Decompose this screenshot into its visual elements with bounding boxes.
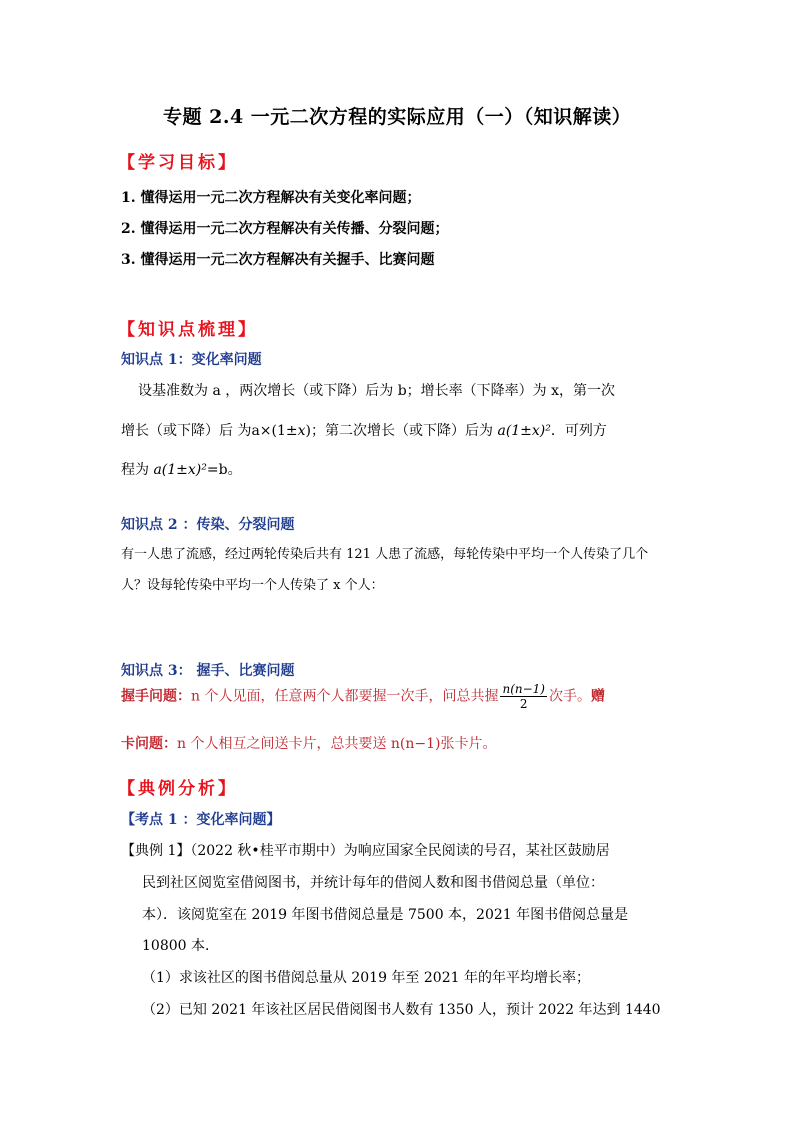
- kp2-title: 知识点 2 ：传染、分裂问题: [121, 517, 295, 533]
- card-line: 卡问题：n 个人相互之间送卡片，总共要送 n(n−1)张卡片。: [121, 736, 497, 752]
- example-1-question-1: （1）求该社区的图书借阅总量从 2019 年至 2021 年的年平均增长率；: [142, 970, 590, 986]
- goals-heading: 【学习目标】: [118, 153, 238, 173]
- kp2-line1: 有一人患了流感，经过两轮传染后共有 121 人患了流感，每轮传染中平均一个人传染了几个: [121, 547, 649, 562]
- knowledge-heading: 【知识点梳理】: [118, 320, 258, 340]
- handshake-fraction: $\frac{n(n-1)}{2}$: [502, 682, 545, 711]
- goal-item-2: 2. 懂得运用一元二次方程解决有关传播、分裂问题；: [121, 221, 449, 237]
- kp1-title: 知识点 1：变化率问题: [121, 352, 262, 368]
- kp1-line1: 设基准数为 a ，两次增长（或下降）后为 b；增长率（下降率）为 x，第一次: [138, 383, 616, 399]
- page-title: 专题 2.4 一元二次方程的实际应用（一）（知识解读）: [163, 106, 632, 128]
- example-1-line1: 【典例 1】（2022 秋•桂平市期中）为响应国家全民阅读的号召，某社区鼓励居: [121, 843, 610, 859]
- kp3-title: 知识点 3： 握手、比赛问题: [121, 663, 295, 679]
- handshake-line: 握手问题：n 个人见面，任意两个人都要握一次手，问总共握 $\frac{n(n-1)}{2}$ 次手。赠: [121, 682, 605, 711]
- example-1-question-2: （2）已知 2021 年该社区居民借阅图书人数有 1350 人，预计 2022 年达到 1440: [142, 1002, 661, 1018]
- handshake-label: 握手问题：: [121, 688, 191, 705]
- kp2-line2: 人？设每轮传染中平均一个人传染了 x 个人：: [121, 578, 384, 593]
- kaodian-1: 【考点 1 ：变化率问题】: [121, 812, 281, 828]
- kp1-line3: 程为 a(1±x)²=b。: [121, 462, 242, 478]
- example-1-line2: 民到社区阅览室借阅图书，并统计每年的借阅人数和图书借阅总量（单位：: [142, 875, 604, 891]
- card-label: 卡问题：: [121, 736, 177, 752]
- kp1-line2: 增长（或下降）后 为a×(1±x)；第二次增长（或下降）后为 a(1±x)²．可列方: [121, 423, 607, 439]
- examples-heading: 【典例分析】: [118, 779, 238, 799]
- goal-item-3: 3. 懂得运用一元二次方程解决有关握手、比赛问题: [121, 252, 435, 268]
- example-1-line3: 本）．该阅览室在 2019 年图书借阅总量是 7500 本，2021 年图书借阅总量是: [142, 907, 629, 923]
- goal-item-1: 1. 懂得运用一元二次方程解决有关变化率问题；: [121, 190, 421, 206]
- example-1-line4: 10800 本．: [142, 938, 219, 954]
